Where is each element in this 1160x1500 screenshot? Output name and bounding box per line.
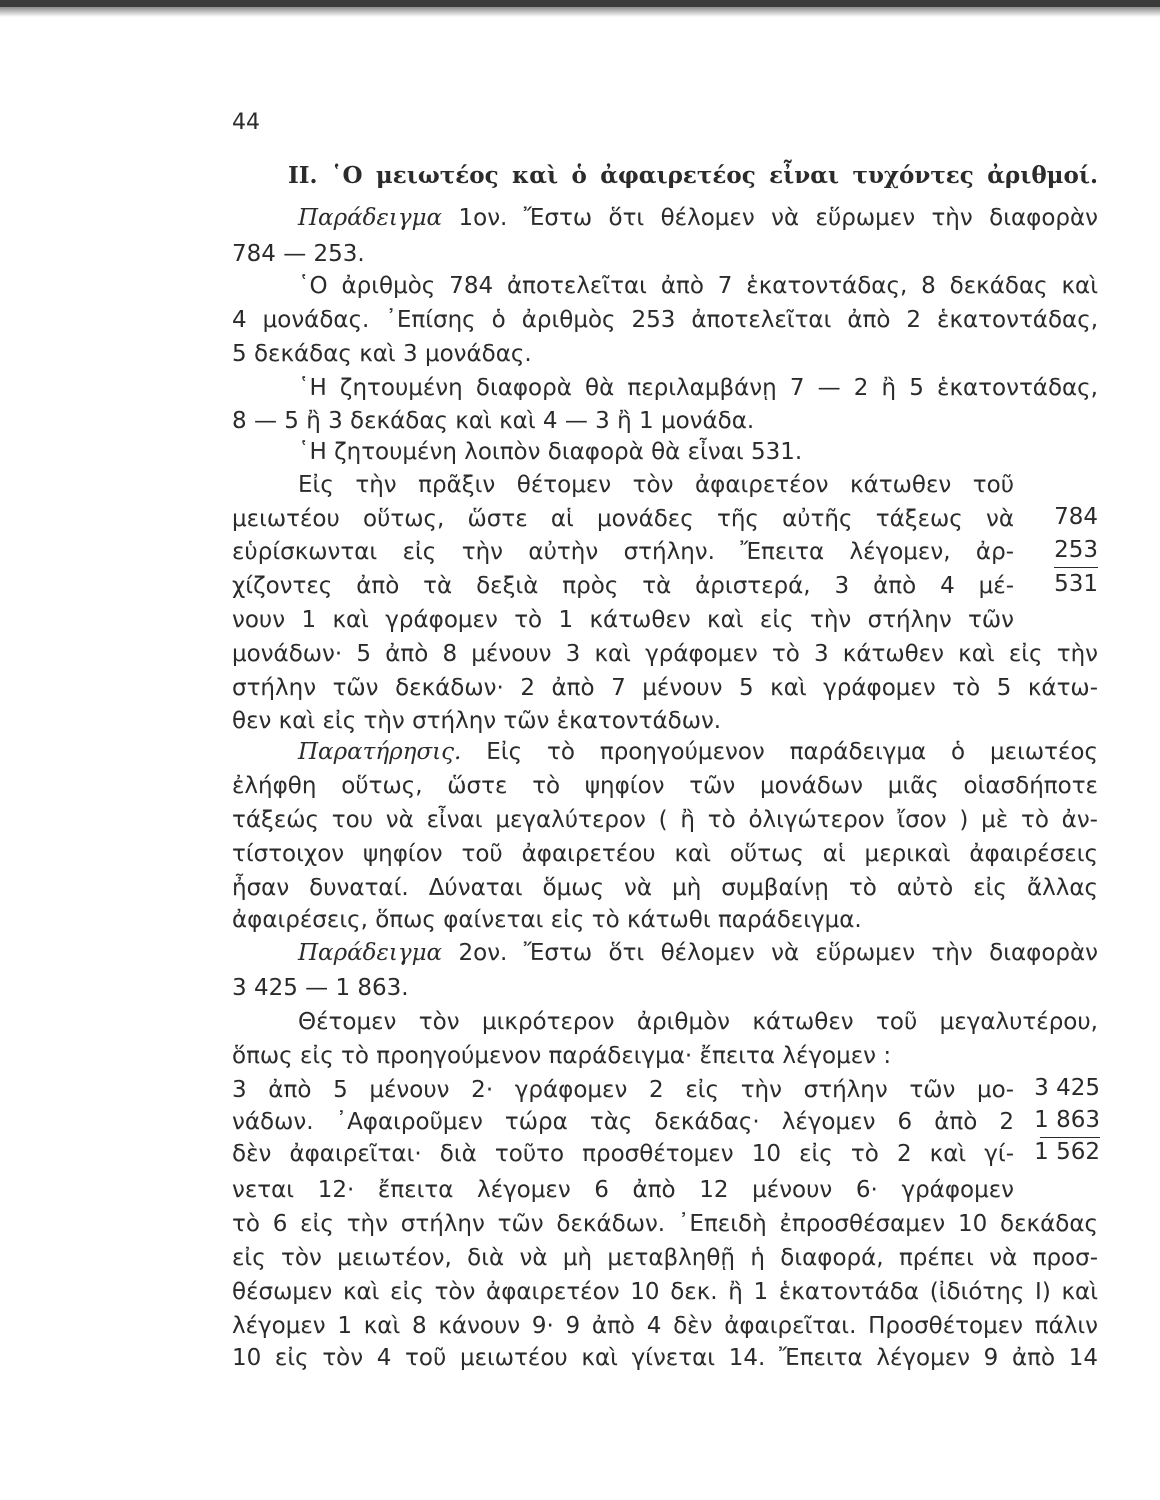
text-line: μειωτέου οὕτως, ὥστε αἱ μονάδες τῆς αὐτῆς τάξεως νὰ	[232, 506, 1014, 532]
page-number: 44	[232, 110, 260, 135]
text-line: 5 δεκάδας καὶ 3 μονάδας.	[232, 341, 532, 367]
text-line: 8 — 5 ἢ 3 δεκάδας καὶ καὶ 4 — 3 ἢ 1 μονάδα.	[232, 408, 755, 434]
text-line: θέσωμεν καὶ εἰς τὸν ἀφαιρετέον 10 δεκ. ἢ 1 ἑκατοντάδα (ἰδιότης I) καὶ	[232, 1279, 1098, 1305]
text-line: μονάδων· 5 ἀπὸ 8 μένουν 3 καὶ γράφομεν τὸ 3 κάτωθεν καὶ εἰς τὴν	[232, 641, 1098, 667]
text-line: ῾Η ζητουμένη λοιπὸν διαφορὰ θὰ εἶναι 531.	[298, 439, 803, 465]
text-line: ἐλήφθη οὕτως, ὥστε τὸ ψηφίον τῶν μονάδων μιᾶς οἱασδήποτε	[232, 773, 1098, 799]
calc1-subtrahend: 253	[1054, 537, 1098, 563]
scan-top-edge	[0, 0, 1160, 7]
text-line: χίζοντες ἀπὸ τὰ δεξιὰ πρὸς τὰ ἀριστερά, 3 ἀπὸ 4 μέ-	[232, 573, 1014, 599]
example2-expression: 3 425 — 1 863.	[232, 975, 409, 1001]
remark-first-line: Εἰς τὸ προηγούμενον παράδειγμα ὁ μειωτέος	[486, 739, 1099, 765]
section-heading: II. ῾Ο μειωτέος καὶ ὁ ἀφαιρετέος εἶναι τυχόντες ἀριθμοί.	[288, 162, 1098, 189]
scan-top-shadow	[0, 7, 1160, 17]
example2-title	[232, 935, 1098, 971]
text-line: νουν 1 καὶ γράφομεν τὸ 1 κάτωθεν καὶ εἰς τὴν στήλην τῶν	[232, 607, 1014, 633]
text-line: 3 ἀπὸ 5 μένουν 2· γράφομεν 2 εἰς τὴν στήλην τῶν μο-	[232, 1077, 1014, 1103]
text-line: τίστοιχον ψηφίον τοῦ ἀφαιρετέου καὶ οὕτως αἱ μερικαὶ ἀφαιρέσεις	[232, 841, 1098, 867]
text-line: 10 εἰς τὸν 4 τοῦ μειωτέου καὶ γίνεται 14. Ἔπειτα λέγομεν 9 ἀπὸ 14	[232, 1345, 1098, 1371]
calc1-difference: 531	[1054, 571, 1098, 597]
calc1-minuend: 784	[1054, 504, 1098, 530]
text-line: στήλην τῶν δεκάδων· 2 ἀπὸ 7 μένουν 5 καὶ γράφομεν τὸ 5 κάτω-	[232, 675, 1098, 701]
remark-title	[232, 734, 1098, 770]
remark-label: Παρατήρησις.	[298, 739, 462, 765]
text-line: τὸ 6 εἰς τὴν στήλην τῶν δεκάδων. ᾿Επειδὴ ἐπροσθέσαμεν 10 δεκάδας	[232, 1211, 1098, 1237]
calc2-difference: 1 562	[1034, 1139, 1100, 1165]
example1-title-rest: 1ον. Ἔστω ὅτι θέλομεν νὰ εὕρωμεν τὴν διαφορὰν	[458, 205, 1098, 231]
example2-label: Παράδειγμα	[298, 940, 443, 966]
text-line: ῾Ο ἀριθμὸς 784 ἀποτελεῖται ἀπὸ 7 ἑκατοντάδας, 8 δεκάδας καὶ	[298, 273, 1098, 299]
example2-title-rest: 2ον. Ἔστω ὅτι θέλομεν νὰ εὕρωμεν τὴν διαφορὰν	[458, 940, 1098, 966]
text-line: εὑρίσκωνται εἰς τὴν αὐτὴν στήλην. Ἔπειτα λέγομεν, ἀρ-	[232, 539, 1014, 565]
text-line: ὅπως εἰς τὸ προηγούμενον παράδειγμα· ἔπειτα λέγομεν :	[232, 1043, 892, 1069]
example1-title	[232, 200, 1098, 236]
text-line: νεται 12· ἔπειτα λέγομεν 6 ἀπὸ 12 μένουν 6· γράφομεν	[232, 1177, 1014, 1203]
text-line: νάδων. ᾿Αφαιροῦμεν τώρα τὰς δεκάδας· λέγομεν 6 ἀπὸ 2	[232, 1109, 1014, 1135]
text-line: Θέτομεν τὸν μικρότερον ἀριθμὸν κάτωθεν τοῦ μεγαλυτέρου,	[298, 1009, 1098, 1035]
calc2-minuend: 3 425	[1034, 1075, 1100, 1101]
text-line: 4 μονάδας. ᾿Επίσης ὁ ἀριθμὸς 253 ἀποτελεῖται ἀπὸ 2 ἑκατοντάδας,	[232, 307, 1098, 333]
text-line: ἦσαν δυναταί. Δύναται ὅμως νὰ μὴ συμβαίνῃ τὸ αὐτὸ εἰς ἄλλας	[232, 875, 1098, 901]
text-line: Εἰς τὴν πρᾶξιν θέτομεν τὸν ἀφαιρετέον κάτωθεν τοῦ	[298, 472, 1014, 498]
example1-label: Παράδειγμα	[298, 205, 443, 231]
text-line: λέγομεν 1 καὶ 8 κάνουν 9· 9 ἀπὸ 4 δὲν ἀφαιρεῖται. Προσθέτομεν πάλιν	[232, 1313, 1098, 1339]
text-line: δὲν ἀφαιρεῖται· διὰ τοῦτο προσθέτομεν 10 εἰς τὸ 2 καὶ γί-	[232, 1141, 1014, 1167]
text-line: εἰς τὸν μειωτέον, διὰ νὰ μὴ μεταβληθῇ ἡ διαφορά, πρέπει νὰ προσ-	[232, 1245, 1098, 1271]
calc2-subtrahend: 1 863	[1034, 1107, 1100, 1133]
example1-expression: 784 — 253.	[232, 241, 365, 267]
text-line: ἀφαιρέσεις, ὅπως φαίνεται εἰς τὸ κάτωθι παράδειγμα.	[232, 907, 862, 933]
text-line: τάξεώς του νὰ εἶναι μεγαλύτερον ( ἢ τὸ ὀλιγώτερον ἴσον ) μὲ τὸ ἀν-	[232, 807, 1098, 833]
text-line: θεν καὶ εἰς τὴν στήλην τῶν ἑκατοντάδων.	[232, 708, 722, 734]
text-line: ῾Η ζητουμένη διαφορὰ θὰ περιλαμβάνῃ 7 — 2 ἢ 5 ἑκατοντάδας,	[298, 375, 1098, 401]
